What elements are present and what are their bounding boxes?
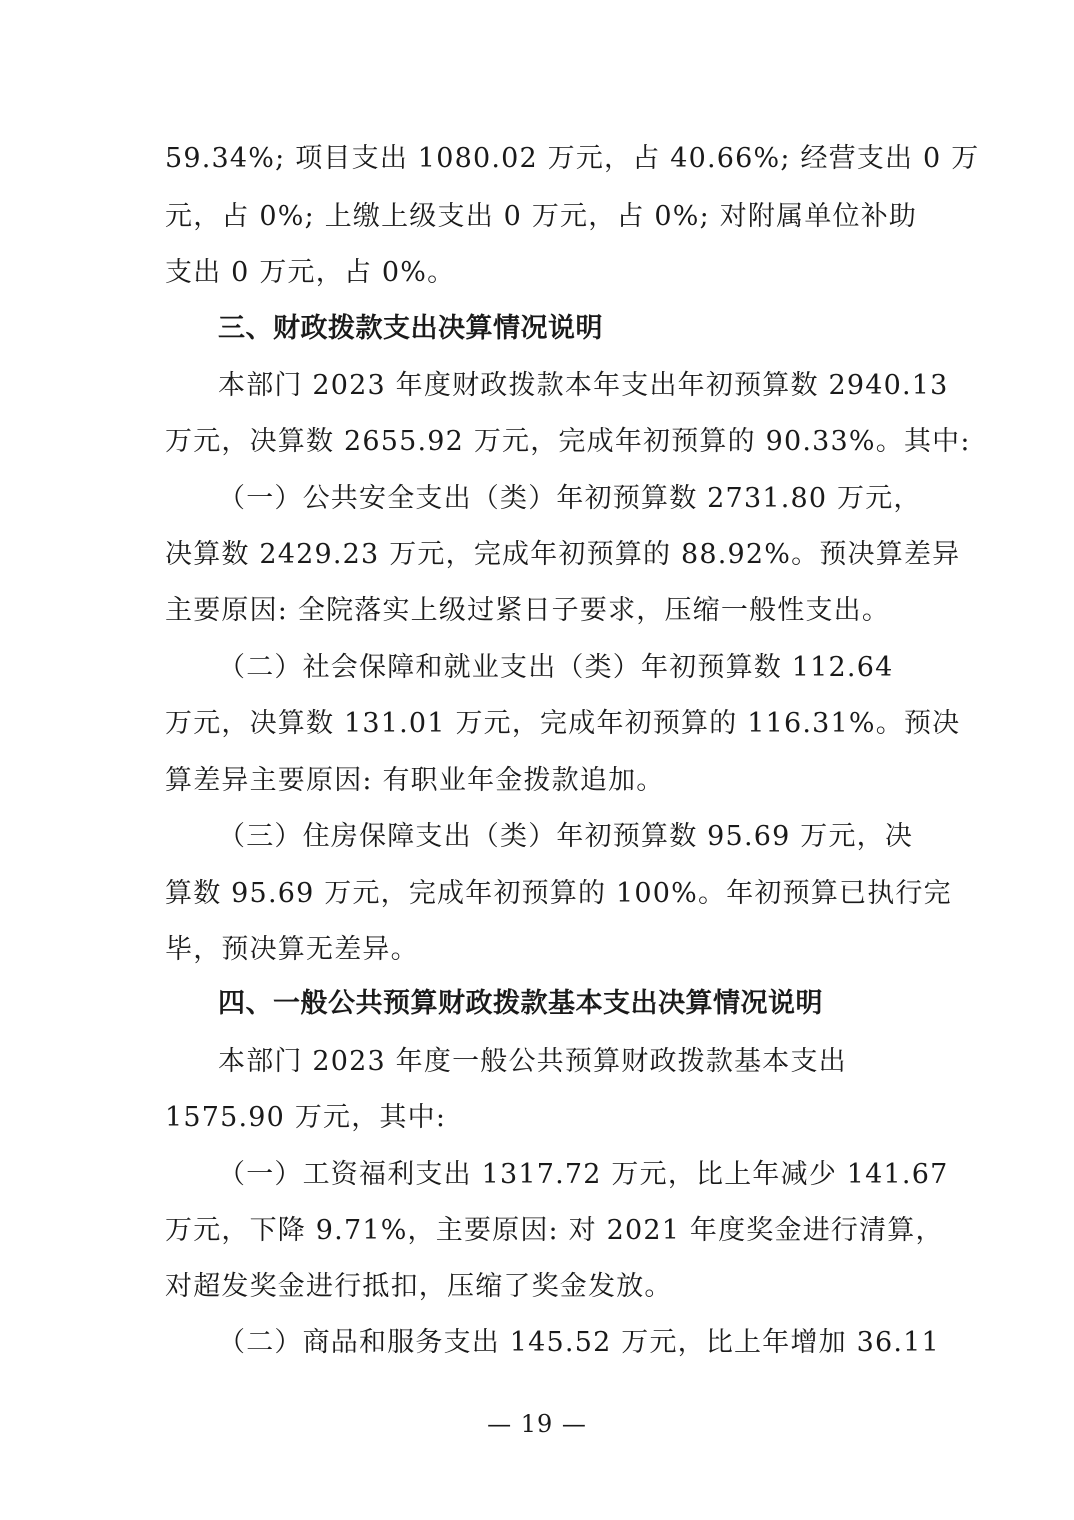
body-text-line: （一）工资福利支出 1317.72 万元，比上年减少 141.67 bbox=[218, 1159, 949, 1190]
body-text-line: 算数 95.69 万元，完成年初预算的 100%。年初预算已执行完 bbox=[165, 878, 952, 909]
section-heading-3: 三、财政拨款支出决算情况说明 bbox=[218, 313, 603, 344]
body-text-line: 元，占 0%; 上缴上级支出 0 万元，占 0%; 对附属单位补助 bbox=[165, 201, 918, 232]
body-text-line: （一）公共安全支出（类）年初预算数 2731.80 万元， bbox=[218, 483, 922, 514]
section-heading-4: 四、一般公共预算财政拨款基本支出决算情况说明 bbox=[218, 988, 823, 1019]
body-text-line: 1575.90 万元，其中: bbox=[165, 1102, 447, 1133]
body-text-line: （二）社会保障和就业支出（类）年初预算数 112.64 bbox=[218, 652, 894, 683]
body-text-line: 万元，决算数 2655.92 万元，完成年初预算的 90.33%。其中: bbox=[165, 426, 971, 457]
body-text-line: 本部门 2023 年度一般公共预算财政拨款基本支出 bbox=[218, 1046, 847, 1077]
body-text-line: 毕，预决算无差异。 bbox=[165, 934, 419, 965]
body-text-line: （二）商品和服务支出 145.52 万元，比上年增加 36.11 bbox=[218, 1327, 940, 1358]
body-text-line: 对超发奖金进行抵扣，压缩了奖金发放。 bbox=[165, 1271, 673, 1302]
body-text-line: （三）住房保障支出（类）年初预算数 95.69 万元，决 bbox=[218, 821, 914, 852]
body-text-line: 支出 0 万元，占 0%。 bbox=[165, 257, 456, 288]
body-text-line: 本部门 2023 年度财政拨款本年支出年初预算数 2940.13 bbox=[218, 370, 949, 401]
body-text-line: 主要原因: 全院落实上级过紧日子要求，压缩一般性支出。 bbox=[165, 595, 891, 626]
body-text-line: 59.34%; 项目支出 1080.02 万元，占 40.66%; 经营支出 0 万 bbox=[165, 143, 980, 174]
page-number: — 19 — bbox=[487, 1410, 587, 1438]
body-text-line: 万元，决算数 131.01 万元，完成年初预算的 116.31%。预决 bbox=[165, 708, 961, 739]
body-text-line: 算差异主要原因: 有职业年金拨款追加。 bbox=[165, 765, 665, 796]
body-text-line: 万元，下降 9.71%，主要原因: 对 2021 年度奖金进行清算， bbox=[165, 1215, 944, 1246]
body-text-line: 决算数 2429.23 万元，完成年初预算的 88.92%。预决算差异 bbox=[165, 539, 961, 570]
